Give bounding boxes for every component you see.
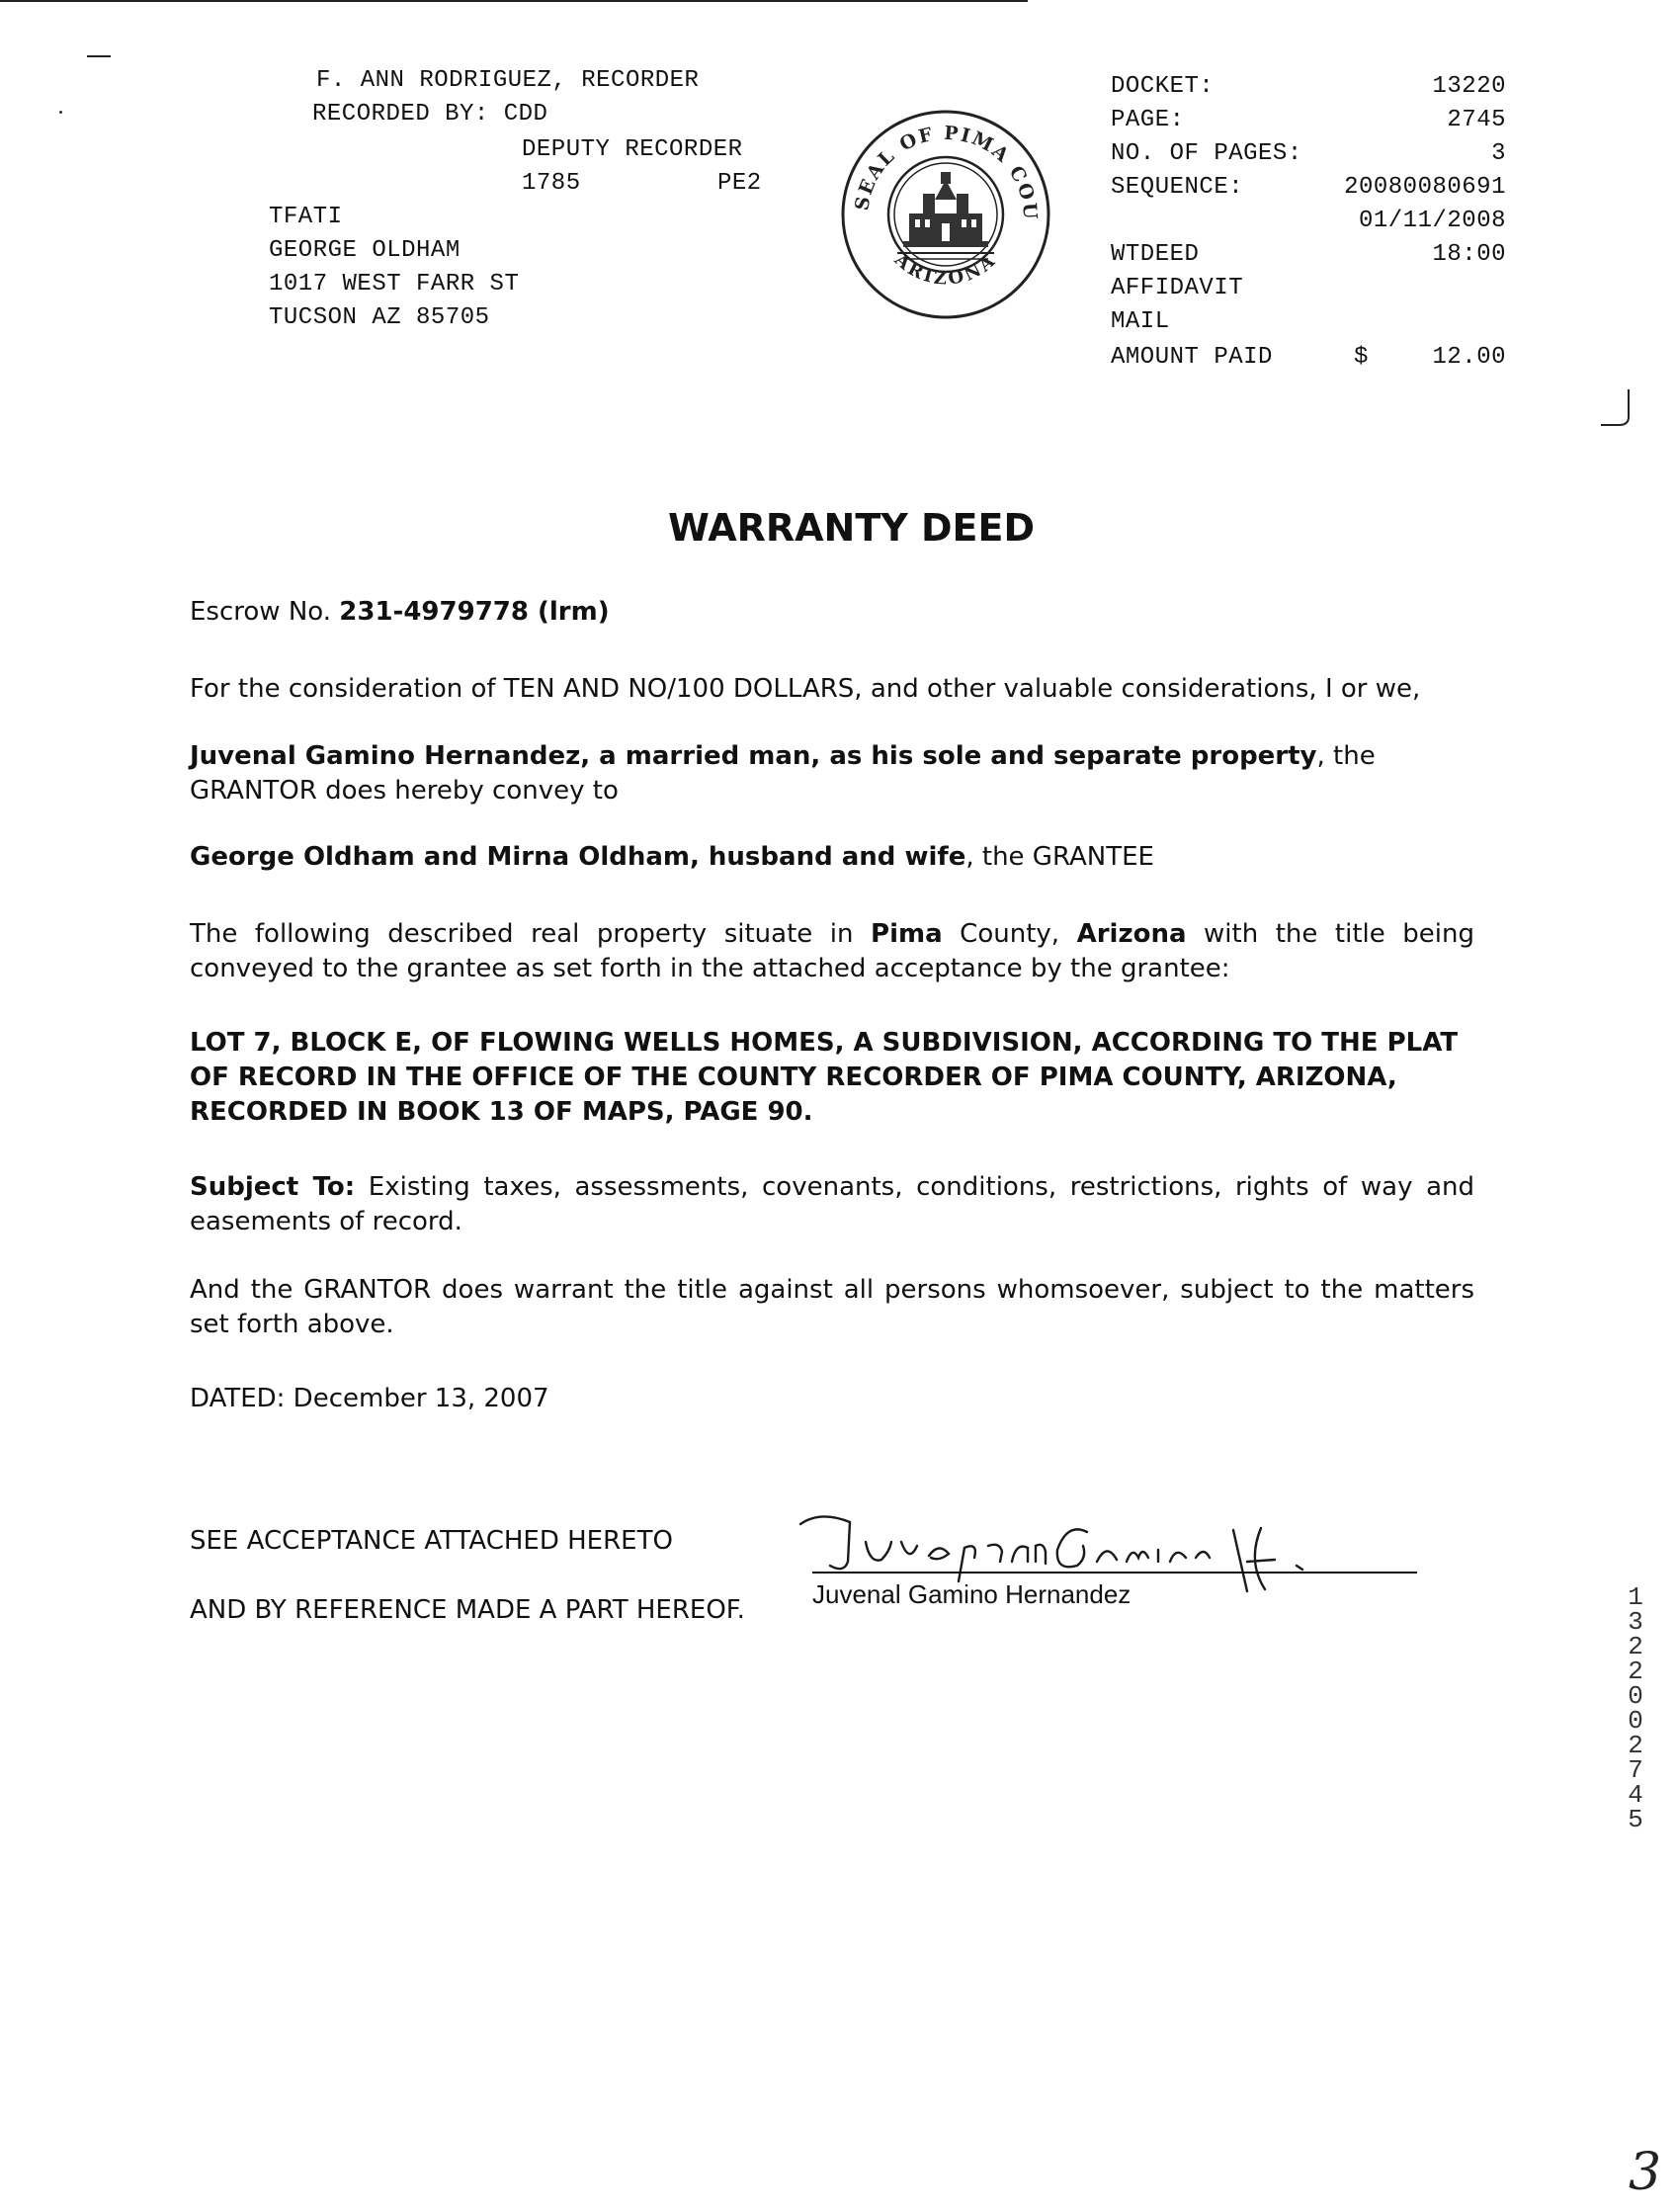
signer-name: Juvenal Gamino Hernandez bbox=[812, 1579, 1131, 1609]
mail-to-line-2: GEORGE OLDHAM bbox=[269, 237, 461, 264]
sequence-label: SEQUENCE: bbox=[1111, 174, 1244, 201]
legal-description bbox=[190, 1026, 1484, 1130]
recording-date: 01/11/2008 bbox=[1358, 208, 1506, 234]
grantee-name: George Oldham and Mirna Oldham, husband and wife bbox=[190, 842, 966, 872]
grantor-tail: , the GRANTOR does hereby convey to bbox=[190, 741, 1376, 806]
grantee-tail: , the GRANTEE bbox=[965, 842, 1154, 872]
deputy-recorder: DEPUTY RECORDER bbox=[522, 136, 743, 163]
legal-description-text: LOT 7, BLOCK E, OF FLOWING WELLS HOMES, A SUBDIVISION, ACCORDING TO THE PLAT OF RECORD IN THE OFFICE OF THE COUNTY RECORDER OF PIMA COUNTY, ARIZONA, RECORDED IN BOOK 13 OF MAPS, PAGE 90. bbox=[190, 1028, 1459, 1127]
page-label: PAGE: bbox=[1111, 107, 1185, 133]
svg-text:ARIZONA bbox=[889, 249, 1000, 290]
property-text-3: with the title being conveyed to the grantee as set forth in the attached acceptance by the grantee: bbox=[190, 919, 1474, 983]
seal-graphic bbox=[838, 107, 1053, 322]
county-seal bbox=[838, 107, 1053, 322]
recorder-code-2: PE2 bbox=[717, 170, 762, 197]
sequence-value: 20080080691 bbox=[1344, 174, 1506, 201]
scan-speck bbox=[59, 111, 62, 114]
docket-value: 13220 bbox=[1432, 73, 1506, 100]
recorded-by: RECORDED BY: CDD bbox=[312, 101, 548, 128]
subject-to-text: Existing taxes, assessments, covenants, conditions, restrictions, rights of way and easements of record. bbox=[190, 1172, 1474, 1236]
grantor-paragraph bbox=[190, 739, 1474, 808]
page-value: 2745 bbox=[1447, 107, 1506, 133]
currency-symbol: $ bbox=[1354, 344, 1369, 371]
escrow-number: 231-4979778 (lrm) bbox=[339, 597, 610, 627]
property-county: Pima bbox=[871, 919, 943, 949]
grantee-paragraph bbox=[190, 840, 1474, 875]
amount-paid-value: 12.00 bbox=[1432, 344, 1506, 371]
escrow-line bbox=[190, 595, 1474, 630]
pages-value: 3 bbox=[1491, 140, 1506, 167]
docket-label: DOCKET: bbox=[1111, 73, 1215, 100]
scan-corner-dash bbox=[87, 55, 111, 57]
document-title: WARRANTY DEED bbox=[668, 506, 1036, 550]
seal-bottom-text: ARIZONA bbox=[890, 249, 1001, 290]
svg-text:THE SEAL OF PIMA COUNTY bbox=[838, 107, 1041, 221]
document-type: WTDEED bbox=[1111, 241, 1200, 268]
grantor-name: Juvenal Gamino Hernandez, a married man, as his sole and separate property bbox=[190, 741, 1317, 771]
recorder-code-1: 1785 bbox=[522, 170, 581, 197]
mail-to-line-4: TUCSON AZ 85705 bbox=[269, 304, 490, 331]
recording-time: 18:00 bbox=[1432, 241, 1506, 268]
subject-to-label: Subject To: bbox=[190, 1172, 356, 1202]
handwritten-page-mark: 3 bbox=[1629, 2143, 1662, 2202]
seal-top-text: SEAL OF PIMA COU bbox=[851, 122, 1042, 222]
warranty-paragraph: And the GRANTOR does warrant the title against all persons whomsoever, subject to the matters set forth above. bbox=[190, 1275, 1474, 1339]
escrow-prefix: Escrow No. bbox=[190, 597, 331, 627]
amount-paid-label: AMOUNT PAID bbox=[1111, 344, 1273, 371]
dated-line: DATED: December 13, 2007 bbox=[190, 1384, 549, 1413]
margin-docket-number bbox=[1621, 1582, 1650, 1834]
pages-label: NO. OF PAGES: bbox=[1111, 140, 1302, 167]
scan-top-border bbox=[0, 0, 1028, 2]
recorder-name: F. ANN RODRIGUEZ, RECORDER bbox=[316, 67, 700, 94]
margin-docket-text: 13220 02745 bbox=[1628, 1582, 1643, 1834]
subject-to-paragraph bbox=[190, 1170, 1474, 1239]
property-paragraph bbox=[190, 917, 1474, 986]
consideration-text: For the consideration of TEN AND NO/100 DOLLARS, and other valuable considerations, I or we, bbox=[190, 674, 1421, 704]
mail-label: MAIL bbox=[1111, 308, 1170, 335]
acceptance-line-2: AND BY REFERENCE MADE A PART HEREOF. bbox=[190, 1595, 745, 1625]
acceptance-line-1: SEE ACCEPTANCE ATTACHED HERETO bbox=[190, 1526, 673, 1556]
mail-to-line-3: 1017 WEST FARR ST bbox=[269, 271, 520, 298]
margin-bracket-mark bbox=[1599, 387, 1634, 427]
property-text-2: County, bbox=[942, 919, 1077, 949]
property-text-1: The following described real property situate in bbox=[190, 919, 872, 949]
mail-to-line-1: TFATI bbox=[269, 204, 343, 230]
property-state: Arizona bbox=[1076, 919, 1187, 949]
affidavit-label: AFFIDAVIT bbox=[1111, 275, 1244, 301]
signature-line bbox=[812, 1572, 1417, 1574]
